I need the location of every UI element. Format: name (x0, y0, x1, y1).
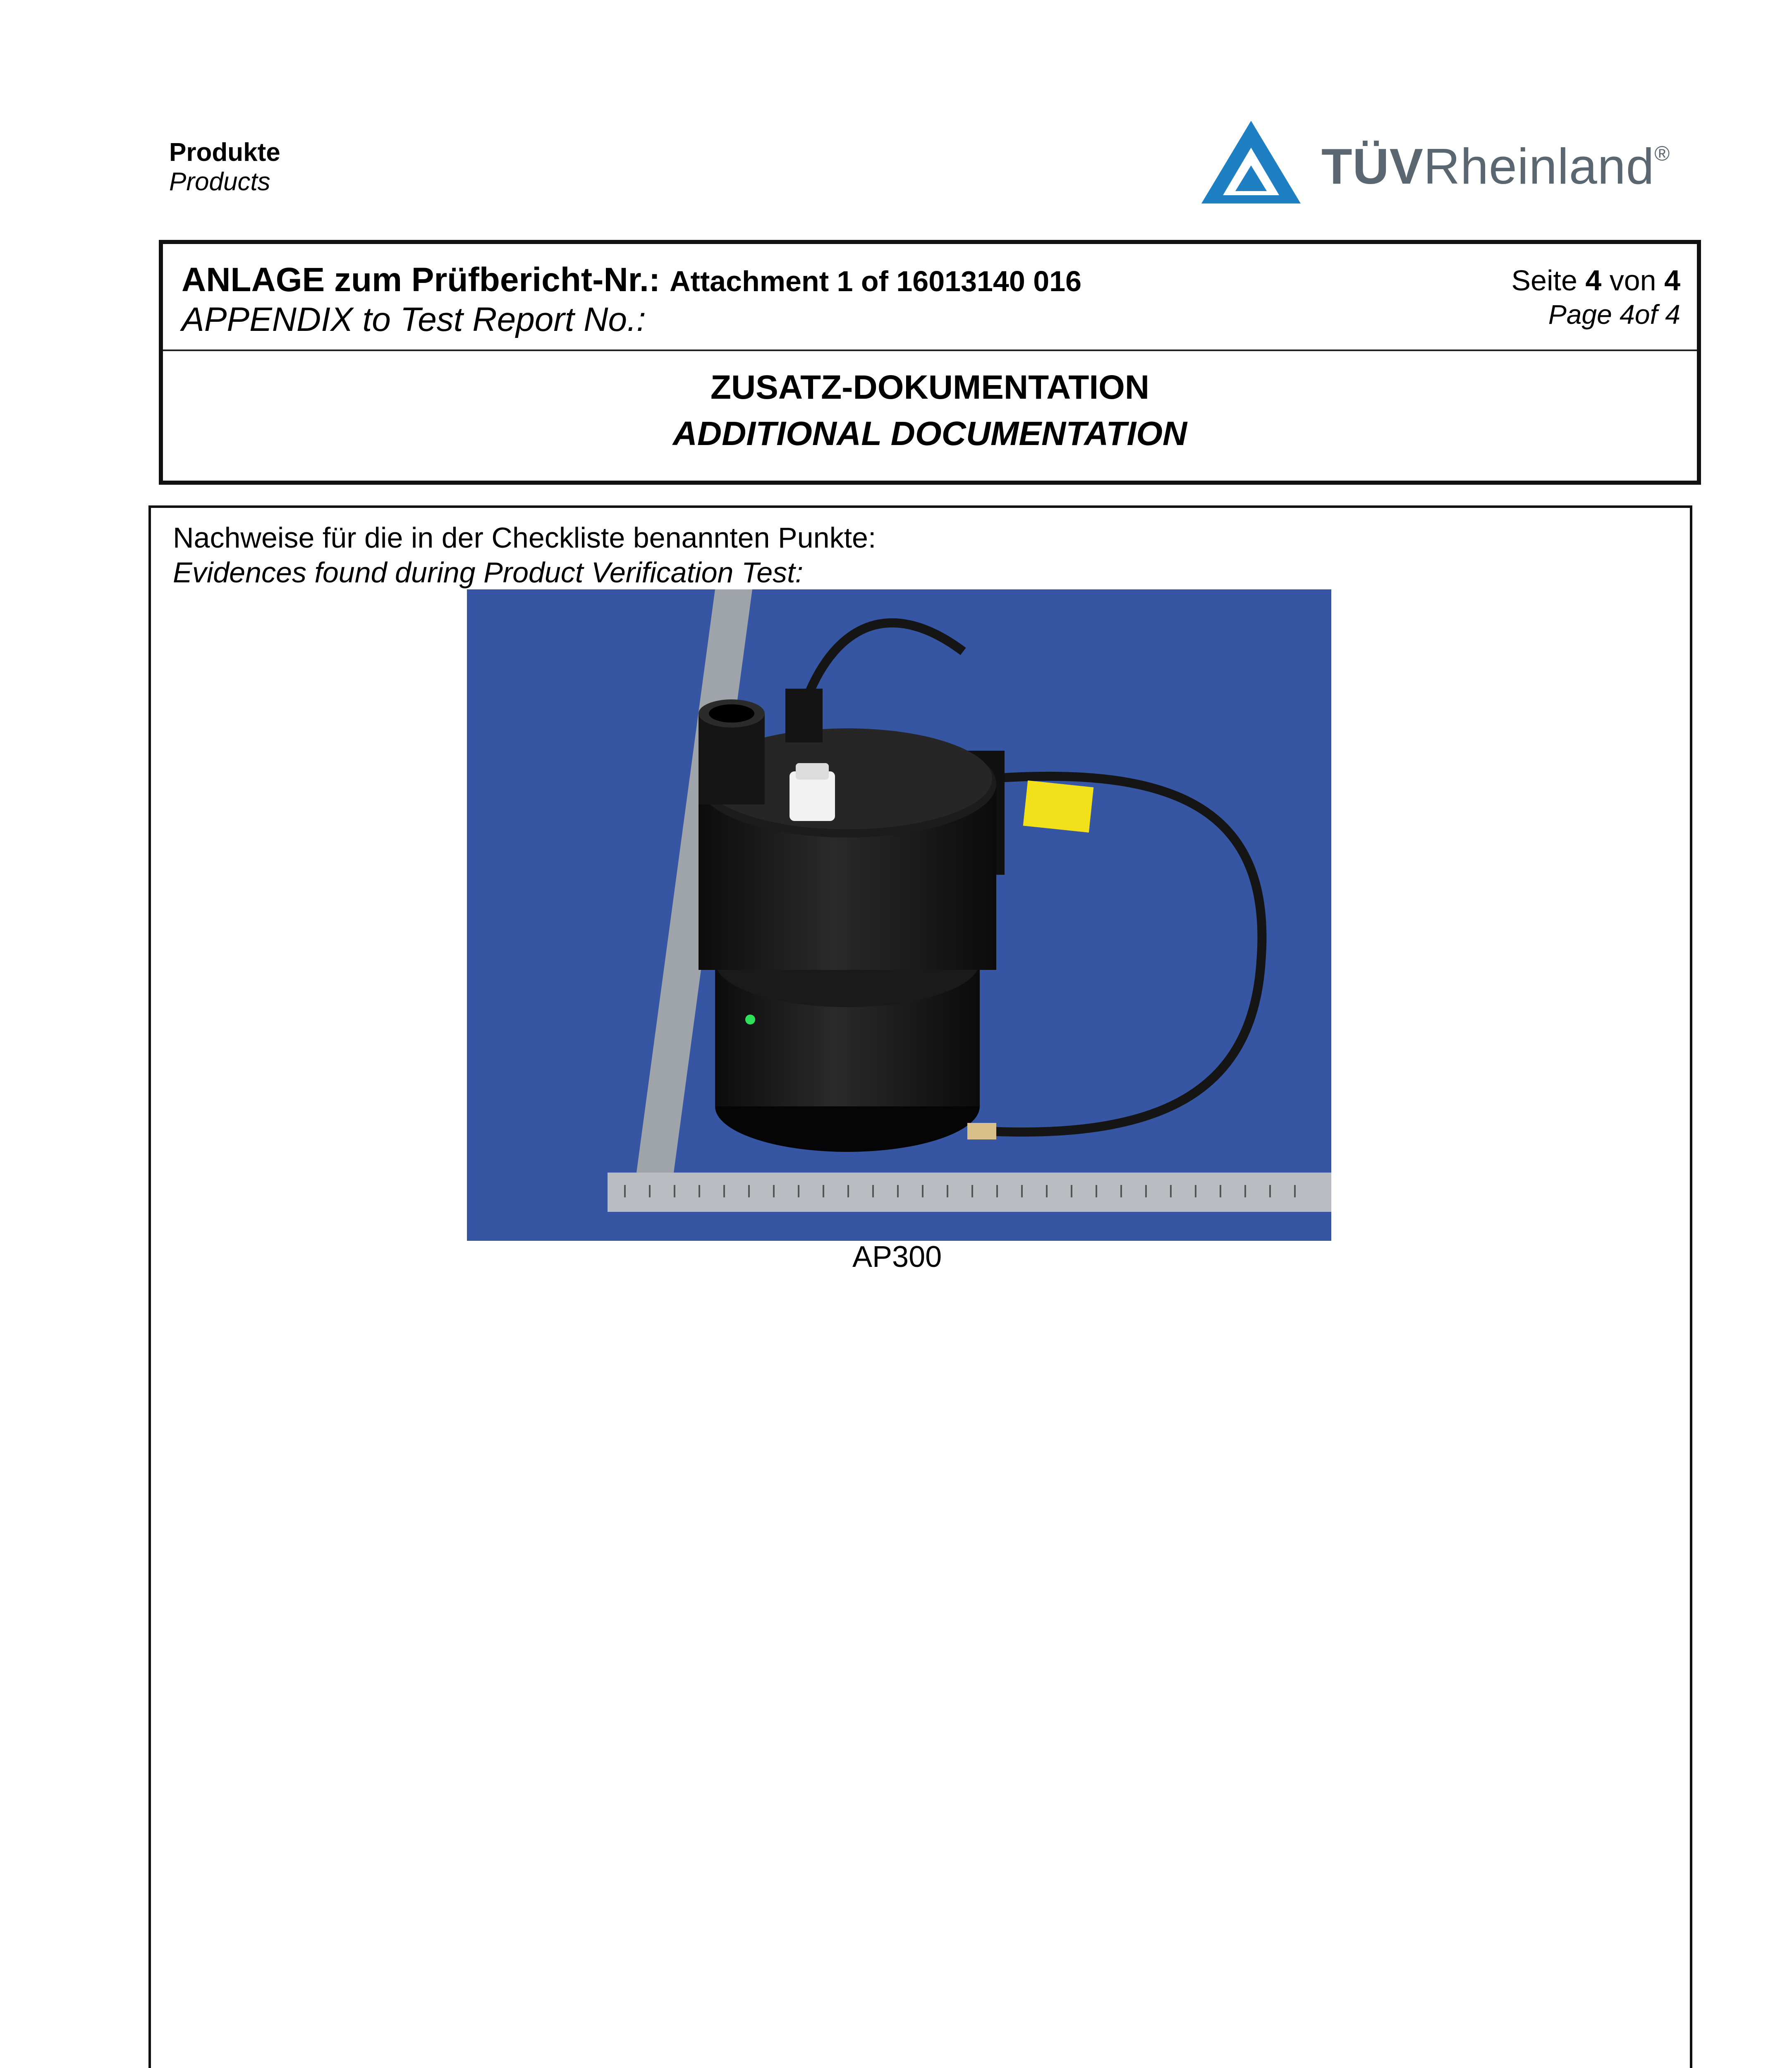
page-indicator (1511, 264, 1680, 330)
page-indicator-en (1511, 299, 1680, 330)
title-box (159, 240, 1701, 485)
page-en-total: 4 (1665, 299, 1680, 330)
report-title-de (182, 261, 1081, 299)
triangle-logo-icon (1197, 117, 1305, 208)
intro-de: Nachweise für die in der Checkliste benannten Punkte: (173, 522, 876, 554)
section-title-en: ADDITIONAL DOCUMENTATION (672, 415, 1187, 452)
page-indicator-de (1511, 264, 1680, 297)
category-de: Produkte (169, 138, 280, 167)
section-title (163, 368, 1697, 453)
page-de-prefix: Seite (1511, 264, 1577, 297)
title-row (163, 244, 1697, 351)
page-en-mid: of (1634, 299, 1658, 330)
photo-caption: AP300 (852, 1240, 942, 1273)
header-category (169, 138, 280, 197)
page-total: 4 (1664, 264, 1680, 297)
page-de-mid: von (1609, 264, 1656, 297)
section-title-de: ZUSATZ-DOKUMENTATION (710, 369, 1150, 406)
product-photo (467, 589, 1331, 1241)
brand-name-regular: Rheinland (1424, 138, 1655, 194)
page-en-prefix: Page (1548, 299, 1612, 330)
page-en-current: 4 (1620, 299, 1635, 330)
brand-wordmark (1321, 137, 1670, 195)
tuv-rheinland-logo (1197, 117, 1702, 208)
category-en: Products (169, 168, 270, 196)
heading-de: ANLAGE zum Prüfbericht-Nr.: (182, 261, 660, 299)
page-current: 4 (1585, 264, 1602, 297)
content-box (148, 505, 1692, 2068)
brand-name-bold: TÜV (1321, 138, 1424, 194)
report-title (182, 261, 1081, 339)
intro-text (173, 520, 876, 590)
registered-mark: ® (1654, 142, 1670, 165)
intro-en: Evidences found during Product Verification Test: (173, 556, 804, 589)
report-reference: Attachment 1 of 16013140 016 (669, 265, 1082, 297)
heading-en: APPENDIX to Test Report No.: (182, 301, 646, 338)
